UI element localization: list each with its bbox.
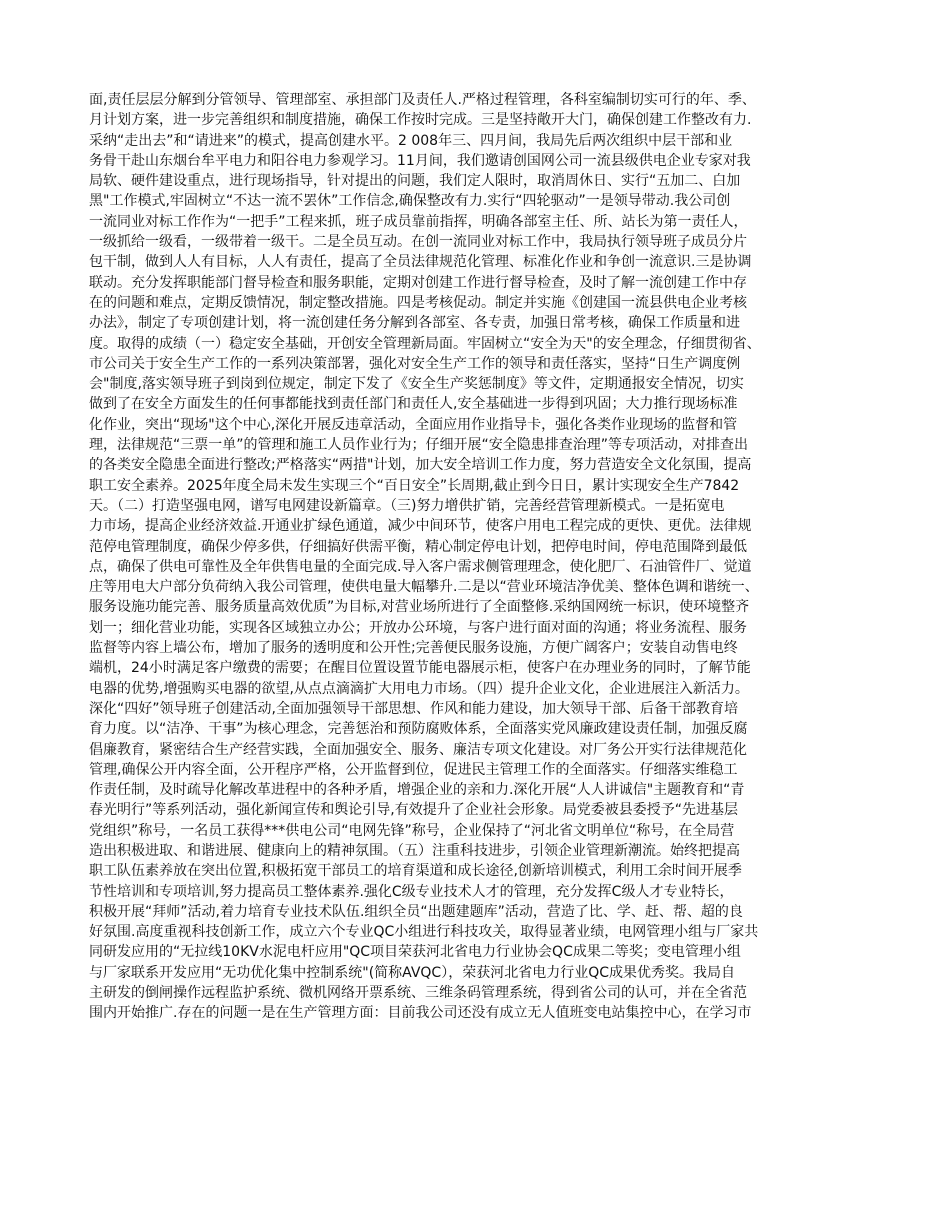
text-line: 做到了在安全方面发生的任何事都能找到责任部门和责任人,安全基础进一步得到巩固；大力推行现场标准 <box>89 396 738 413</box>
text-line: 采纳“走出去”和“请进来”的模式，提高创建水平。2 008年三、四月间，我局先后两次组织中层干部和业 <box>89 132 733 149</box>
text-line: 与厂家联系开发应用“无功优化集中控制系统"(简称AVQC），荣获河北省电力行业QC成果优秀奖。我局自 <box>89 964 736 981</box>
text-line: 包干制，做到人人有目标，人人有责任，提高了全员法律规范化管理、标准化作业和争创一流意识.三是协调 <box>89 254 752 271</box>
text-line: 主研发的倒闸操作远程监护系统、微机网络开票系统、三维条码管理系统，得到省公司的认可，并在全省范 <box>89 985 747 1002</box>
text-line: 局软、硬件建设重点，进行现场指导，针对提出的问题，我们定人限时，取消周休日、实行“五加二、白加 <box>89 173 741 190</box>
text-line: 度。取得的成绩（一）稳定安全基础，开创安全管理新局面。牢固树立“安全为天"的安全理念，仔细贯彻省、 <box>89 335 761 352</box>
text-line: 一流同业对标工作作为“一把手”工程来抓，班子成员靠前指挥，明确各部室主任、所、站长为第一责任人， <box>89 213 748 230</box>
text-line: 围内开始推广.存在的问题一是在生产管理方面：目前我公司还没有成立无人值班变电站集控中心，在学习市 <box>89 1005 752 1022</box>
text-line: 服务设施功能完善、服务质量高效优质”为目标,对营业场所进行了全面整修.采纳国网统一标识，使环境整齐 <box>89 599 750 616</box>
text-line: 职工队伍素养放在突出位置,积极拓宽干部员工的培育渠道和成长途径,创新培训模式，利用工余时间开展季 <box>89 863 742 880</box>
text-line: 理，法律规范“三票一单”的管理和施工人员作业行为；仔细开展“安全隐患排查治理”等专项活动，对排查出 <box>89 437 749 454</box>
text-line: 办法》，制定了专项创建计划，将一流创建任务分解到各部室、各专责，加强日常考核，确保工作质量和进 <box>89 315 740 332</box>
text-line: 的各类安全隐患全面进行整改;严格落实“两措"计划，加大安全培训工作力度，努力营造安全文化氛围，提高 <box>89 457 752 474</box>
text-line: 电器的优势,增强购买电器的欲望,从点点滴滴扩大用电力市场。（四）提升企业文化，企业进展注入新活力。 <box>89 680 749 697</box>
text-line: 月计划方案，进一步完善组织和制度措施，确保工作按时完成。三是坚持敞开大门，确保创建工作整改有力. <box>89 112 752 129</box>
text-line: 倡廉教育，紧密结合生产经营实践，全面加强安全、服务、廉洁专项文化建设。对厂务公开实行法律规范化 <box>89 741 747 758</box>
text-line: 职工安全素养。2025年度全局未发生实现三个“百日安全”长周期,截止到今日日，累计实现安全生产7842 <box>89 477 740 494</box>
text-line: 务骨干赴山东烟台牟平电力和阳谷电力参观学习。11月间，我们邀请创国网公司一流县级供电企业专家对我 <box>89 152 751 169</box>
text-line: 育力度。以“洁净、干事”为核心理念，完善惩治和预防腐败体系，全面落实党风廉政建设责任制，加强反腐 <box>89 721 748 738</box>
text-line: 同研发应用的“无拉线10KV水泥电杆应用"QC项目荣获河北省电力行业协会QC成果二等奖；变电管理小组 <box>89 944 741 961</box>
text-line: 联动。充分发挥职能部门督导检查和服务职能，定期对创建工作进行督导检查，及时了解一流创建工作中存 <box>89 274 747 291</box>
text-line: 天。（二）打造坚强电网，谱写电网建设新篇章。（三)努力增供扩销，完善经营管理新模式。一是拓宽电 <box>89 497 725 514</box>
text-line: 深化“四好”领导班子创建活动,全面加强领导干部思想、作风和能力建设，加大领导干部、后备干部教育培 <box>89 700 738 717</box>
text-line: 春光明行”等系列活动，强化新闻宣传和舆论引导,有效提升了企业社会形象。局党委被县委授予“先进基层 <box>89 802 738 819</box>
text-line: 市公司关于安全生产工作的一系列决策部署，强化对安全生产工作的领导和责任落实，坚持“日生产调度例 <box>89 355 741 372</box>
text-line: 一级抓给一级看，一级带着一级干。二是全员互动。在创一流同业对标工作中，我局执行领导班子成员分片 <box>89 234 747 251</box>
text-line: 划一；细化营业功能，实现各区域独立办公；开放办公环境，与客户进行面对面的沟通；将业务流程、服务 <box>89 619 747 636</box>
document-body <box>89 90 863 1024</box>
text-line: 化作业，突出“现场"这个中心,深化开展反违章活动，全面应用作业指导卡，强化各类作业现场的监督和管 <box>89 416 738 433</box>
text-line: 会"制度,落实领导班子到岗到位规定，制定下发了《安全生产奖惩制度》等文件，定期通报安全情况，切实 <box>89 376 744 393</box>
text-line: 庄等用电大户部分负荷纳入我公司管理，使供电量大幅攀升.二是以“营业环境洁净优美、整体色调和谐统一、 <box>89 579 759 596</box>
text-line: 端机，24小时满足客户缴费的需要；在醒目位置设置节能电器展示柜，使客户在办理业务的同时，了解节能 <box>89 660 751 677</box>
text-line: 范停电管理制度，确保少停多供，仔细搞好供需平衡，精心制定停电计划，把停电时间，停电范围降到最低 <box>89 538 747 555</box>
text-line: 积极开展“拜师”活动,着力培育专业技术队伍.组织全员“出题建题库”活动，营造了比、学、赶、帮、超的良 <box>89 903 743 920</box>
text-line: 点，确保了供电可靠性及全年供售电量的全面完成.导入客户需求侧管理理念，使化肥厂、石油管件厂、觉道 <box>89 558 752 575</box>
text-line: 好氛围.高度重视科技创新工作，成立六个专业QC小组进行科技攻关，取得显著业绩，电网管理小组与厂家共 <box>89 924 759 941</box>
text-line: 管理,确保公开内容全面，公开程序严格，公开监督到位，促进民主管理工作的全面落实。仔细落实维稳工 <box>89 761 738 778</box>
text-line: 在的问题和难点，定期反馈情况，制定整改措施。四是考核促动。制定并实施《创建国一流县供电企业考核 <box>89 294 747 311</box>
text-line: 党组织”称号，一名员工获得***供电公司“电网先锋”称号，企业保持了“河北省文明单位“称号，在全局营 <box>89 822 735 839</box>
text-line: 力市场，提高企业经济效益.开通业扩绿色通道，减少中间环节，使客户用电工程完成的更快、更优。法律规 <box>89 518 752 535</box>
text-line: 监督等内容上墙公布，增加了服务的透明度和公开性;完善便民服务设施，方便广阔客户；安装自动售电终 <box>89 640 738 657</box>
text-line: 黑"工作模式,牢固树立“不达一流不罢休”工作信念,确保整改有力.实行“四轮驱动”一是领导带动.我公司创 <box>89 193 731 210</box>
text-line: 节性培训和专项培训,努力提高员工整体素养.强化C级专业技术人才的管理，充分发挥C级人才专业特长， <box>89 883 734 900</box>
text-line: 造出积极进取、和谐进展、健康向上的精神氛围。（五）注重科技进步，引领企业管理新潮流。始终把提高 <box>89 842 740 859</box>
text-line: 作责任制，及时疏导化解改革进程中的各种矛盾，增强企业的亲和力.深化开展“人人讲诚信"主题教育和“青 <box>89 782 745 799</box>
text-line: 面,责任层层分解到分管领导、管理部室、承担部门及责任人.严格过程管理，各科室编制切实可行的年、季、 <box>89 92 756 108</box>
